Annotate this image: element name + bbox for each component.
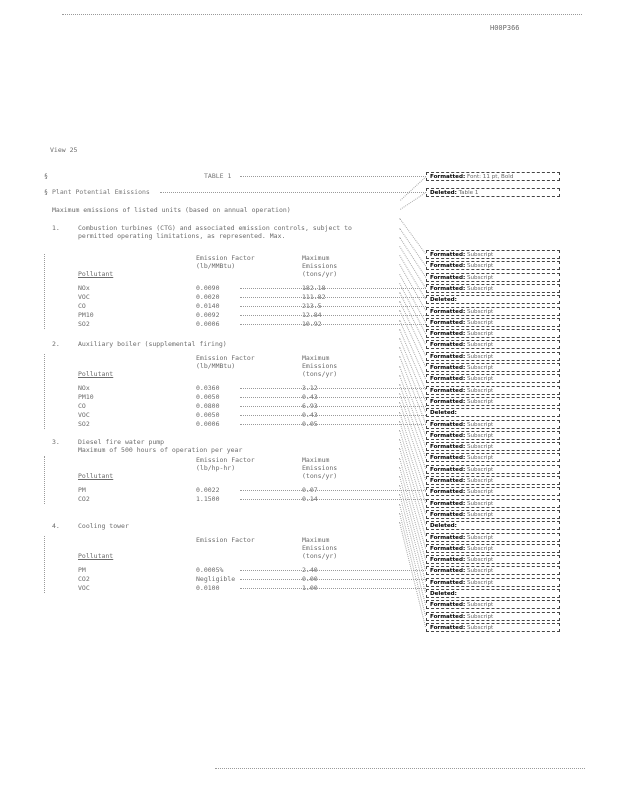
column-header-factor: Emission Factor [196, 536, 255, 544]
revision-label: Formatted: [430, 568, 466, 575]
row-emissions: 12.84 [302, 311, 322, 319]
revision-balloon[interactable] [426, 465, 560, 474]
revision-balloon[interactable] [426, 453, 560, 462]
revision-label: Formatted: [430, 387, 466, 394]
row-emissions: 182.18 [302, 284, 326, 292]
revision-value: Subscript [465, 387, 494, 394]
revision-value: Subscript [465, 466, 494, 473]
revision-balloon[interactable] [426, 352, 560, 361]
revision-value: Subscript [465, 342, 494, 349]
row-emissions: 0.05 [302, 420, 318, 428]
revision-label: Formatted: [430, 511, 466, 518]
revision-label: Formatted: [430, 398, 466, 405]
revision-value: Subscript [465, 568, 494, 575]
revision-value: Font: 11 pt, Bold [465, 174, 514, 180]
column-header-factor: Emission Factor (lb/MMBtu) [196, 354, 255, 370]
revision-balloon[interactable] [426, 172, 560, 181]
row-dotted-leader [240, 579, 426, 580]
row-factor: 0.0006 [196, 320, 220, 328]
row-emissions: 2.40 [302, 566, 318, 574]
revision-balloon[interactable] [426, 612, 560, 621]
row-factor: 0.0005% [196, 566, 224, 574]
revision-balloon[interactable] [426, 499, 560, 508]
section-number: 3. [52, 438, 60, 446]
title-dotted-rule [240, 176, 426, 177]
revision-balloon[interactable] [426, 510, 560, 519]
revision-value: Subscript [465, 319, 494, 326]
row-dotted-leader [240, 490, 426, 491]
row-factor: 0.0050 [196, 411, 220, 419]
revision-label: Formatted: [430, 624, 466, 631]
revision-balloon[interactable] [426, 250, 560, 259]
revision-value: Subscript [465, 444, 494, 451]
row-factor: 0.0050 [196, 393, 220, 401]
revision-value: Subscript [465, 500, 494, 507]
revision-label: Formatted: [430, 579, 466, 586]
section-marker: § [44, 172, 48, 180]
column-header-emissions: Maximum Emissions (tons/yr) [302, 354, 338, 378]
revision-label: Formatted: [430, 602, 466, 609]
row-pollutant: SO2 [78, 420, 90, 428]
revision-value: Subscript [465, 285, 494, 292]
revision-balloon[interactable] [426, 340, 560, 349]
column-header-emissions: Maximum Emissions (tons/yr) [302, 536, 338, 560]
row-dotted-leader [240, 315, 426, 316]
revision-balloon[interactable] [426, 261, 560, 270]
section-title: Diesel fire water pump [78, 438, 165, 446]
revision-balloon[interactable] [426, 307, 560, 316]
revision-label: Formatted: [430, 174, 466, 180]
table-subtitle: Plant Potential Emissions [52, 188, 150, 196]
revision-value: Subscript [465, 511, 494, 518]
revision-label: Formatted: [430, 500, 466, 507]
revision-label: Formatted: [430, 545, 466, 552]
revision-balloon[interactable] [426, 589, 560, 598]
revision-balloon[interactable] [426, 318, 560, 327]
revision-value: Subscript [465, 624, 494, 631]
revision-balloon[interactable] [426, 431, 560, 440]
intro-text: Maximum emissions of listed units (based on annual operation) [52, 206, 291, 214]
revision-connector [400, 176, 427, 201]
revision-label: Formatted: [430, 252, 466, 258]
column-header-factor: Emission Factor (lb/MMBtu) [196, 254, 255, 270]
section-title: Auxiliary boiler (supplemental firing) [78, 340, 227, 348]
row-factor: 0.0022 [196, 486, 220, 494]
row-dotted-leader [240, 388, 426, 389]
revision-label: Formatted: [430, 376, 466, 383]
row-dotted-leader [240, 397, 426, 398]
revision-label: Formatted: [430, 263, 466, 270]
row-pollutant: CO [78, 302, 86, 310]
row-emissions: 0.43 [302, 411, 318, 419]
revision-value: Subscript [465, 534, 494, 541]
revision-balloon[interactable] [426, 397, 560, 406]
revision-balloon[interactable] [426, 555, 560, 564]
revision-label: Deleted: [430, 410, 457, 417]
revision-label: Formatted: [430, 319, 466, 326]
row-pollutant: VOC [78, 411, 90, 419]
section-title: Cooling tower [78, 522, 129, 530]
revision-connector [399, 504, 426, 605]
revision-value: Subscript [465, 353, 494, 360]
revision-label: Formatted: [430, 353, 466, 360]
row-emissions: 111.82 [302, 293, 326, 301]
change-bar [44, 456, 45, 504]
revision-value: Subscript [465, 331, 494, 338]
revision-balloon[interactable] [426, 420, 560, 429]
revision-value: Subscript [465, 455, 494, 462]
revision-value: Subscript [465, 274, 494, 281]
row-emissions: 3.12 [302, 384, 318, 392]
row-dotted-leader [240, 306, 426, 307]
revision-label: Formatted: [430, 466, 466, 473]
revision-balloon[interactable] [426, 533, 560, 542]
subtitle-dotted-rule [160, 192, 426, 193]
row-factor: 0.0090 [196, 284, 220, 292]
revision-balloon[interactable] [426, 521, 560, 530]
row-dotted-leader [240, 415, 426, 416]
revision-value: Subscript [465, 263, 494, 270]
revision-balloon[interactable] [426, 442, 560, 451]
revision-value: Subscript [465, 602, 494, 609]
revision-label: Formatted: [430, 331, 466, 338]
revision-label: Formatted: [430, 274, 466, 281]
row-dotted-leader [240, 570, 426, 571]
row-factor: Negligible [196, 575, 236, 583]
revision-balloon[interactable] [426, 374, 560, 383]
row-dotted-leader [240, 324, 426, 325]
row-dotted-leader [240, 499, 426, 500]
column-header-pollutant: Pollutant [78, 552, 114, 560]
column-header-pollutant: Pollutant [78, 472, 114, 480]
revision-label: Deleted: [430, 297, 457, 304]
revision-balloon[interactable] [426, 623, 560, 632]
row-pollutant: CO [78, 402, 86, 410]
revision-balloon[interactable] [426, 476, 560, 485]
revision-balloon[interactable] [426, 284, 560, 293]
row-pollutant: PM [78, 486, 86, 494]
change-bar [44, 354, 45, 429]
revision-label: Formatted: [430, 478, 466, 484]
doc-id: H00P366 [490, 24, 520, 32]
row-factor: 0.0360 [196, 384, 220, 392]
change-bar [44, 254, 45, 329]
revision-balloon[interactable] [426, 544, 560, 553]
header-dotted-rule [62, 14, 582, 15]
row-pollutant: PM [78, 566, 86, 574]
column-header-emissions: Maximum Emissions (tons/yr) [302, 254, 338, 278]
revision-label: Formatted: [430, 455, 466, 462]
row-emissions: 0.43 [302, 393, 318, 401]
column-header-pollutant: Pollutant [78, 270, 114, 278]
row-pollutant: NOx [78, 384, 90, 392]
revision-value: Subscript [465, 365, 494, 371]
section-title: Combustion turbines (CTG) and associated emission controls, subject to permitted operating limitations, as represented. Max. [78, 224, 352, 240]
section-marker: § [44, 188, 48, 196]
revision-balloon[interactable] [426, 578, 560, 587]
row-factor: 0.0020 [196, 293, 220, 301]
revision-label: Formatted: [430, 557, 466, 564]
section-number: 4. [52, 522, 60, 530]
revision-label: Formatted: [430, 342, 466, 349]
row-pollutant: SO2 [78, 320, 90, 328]
row-factor: 0.0100 [196, 584, 220, 592]
revision-label: Formatted: [430, 613, 466, 620]
row-emissions: 6.93 [302, 402, 318, 410]
row-factor: 1.1500 [196, 495, 220, 503]
revision-label: Formatted: [430, 308, 466, 315]
revision-value: Table 1 [456, 190, 479, 196]
revision-value: Subscript [465, 398, 494, 405]
row-pollutant: NOx [78, 284, 90, 292]
revision-balloon[interactable] [426, 600, 560, 609]
row-emissions: 213.5 [302, 302, 322, 310]
row-factor: 0.0092 [196, 311, 220, 319]
revision-value: Subscript [465, 545, 494, 552]
revision-value: Subscript [465, 432, 494, 439]
revision-label: Deleted: [430, 190, 457, 196]
row-factor: 0.0140 [196, 302, 220, 310]
row-dotted-leader [240, 424, 426, 425]
column-header-emissions: Maximum Emissions (tons/yr) [302, 456, 338, 480]
revision-label: Formatted: [430, 285, 466, 292]
row-emissions: 0.00 [302, 575, 318, 583]
doc-header: View 25 [50, 146, 78, 154]
column-header-pollutant: Pollutant [78, 370, 114, 378]
revision-balloon[interactable] [426, 363, 560, 372]
row-pollutant: PM10 [78, 311, 94, 319]
revision-value: Subscript [465, 421, 494, 428]
revision-balloon[interactable] [426, 487, 560, 496]
revision-value: Subscript [465, 557, 494, 564]
revision-label: Formatted: [430, 489, 466, 496]
row-emissions: 10.92 [302, 320, 322, 328]
revision-label: Formatted: [430, 421, 466, 428]
row-pollutant: PM10 [78, 393, 94, 401]
revision-label: Formatted: [430, 432, 466, 439]
revision-value: Subscript [465, 579, 494, 586]
revision-label: Formatted: [430, 444, 466, 451]
row-pollutant: CO2 [78, 495, 90, 503]
change-bar [44, 536, 45, 593]
revision-label: Deleted: [430, 523, 457, 530]
revision-label: Formatted: [430, 365, 466, 371]
section-note: Maximum of 500 hours of operation per year [78, 446, 243, 454]
table-title: TABLE 1 [204, 172, 232, 180]
revision-balloon[interactable] [426, 329, 560, 338]
row-factor: 0.0800 [196, 402, 220, 410]
revision-balloon[interactable] [426, 386, 560, 395]
row-emissions: 0.07 [302, 486, 318, 494]
row-factor: 0.0006 [196, 420, 220, 428]
revision-value: Subscript [465, 308, 494, 315]
revision-value: Subscript [465, 376, 494, 383]
footer-dotted-rule [215, 768, 585, 769]
section-number: 1. [52, 224, 60, 232]
row-pollutant: VOC [78, 584, 90, 592]
revision-value: Subscript [465, 252, 494, 258]
revision-value: Subscript [465, 489, 494, 496]
row-emissions: 1.00 [302, 584, 318, 592]
row-dotted-leader [240, 297, 426, 298]
section-number: 2. [52, 340, 60, 348]
row-dotted-leader [240, 588, 426, 589]
revision-label: Formatted: [430, 534, 466, 541]
row-dotted-leader [240, 288, 426, 289]
row-pollutant: CO2 [78, 575, 90, 583]
revision-balloon[interactable] [426, 273, 560, 282]
revision-balloon[interactable] [426, 188, 560, 197]
revision-label: Deleted: [430, 591, 457, 597]
revision-balloon[interactable] [426, 408, 560, 417]
revision-value: Subscript [465, 478, 494, 484]
row-emissions: 0.14 [302, 495, 318, 503]
column-header-factor: Emission Factor (lb/hp-hr) [196, 456, 255, 472]
row-pollutant: VOC [78, 293, 90, 301]
revision-balloon[interactable] [426, 295, 560, 304]
revision-balloon[interactable] [426, 566, 560, 575]
revision-value: Subscript [465, 613, 494, 620]
row-dotted-leader [240, 406, 426, 407]
